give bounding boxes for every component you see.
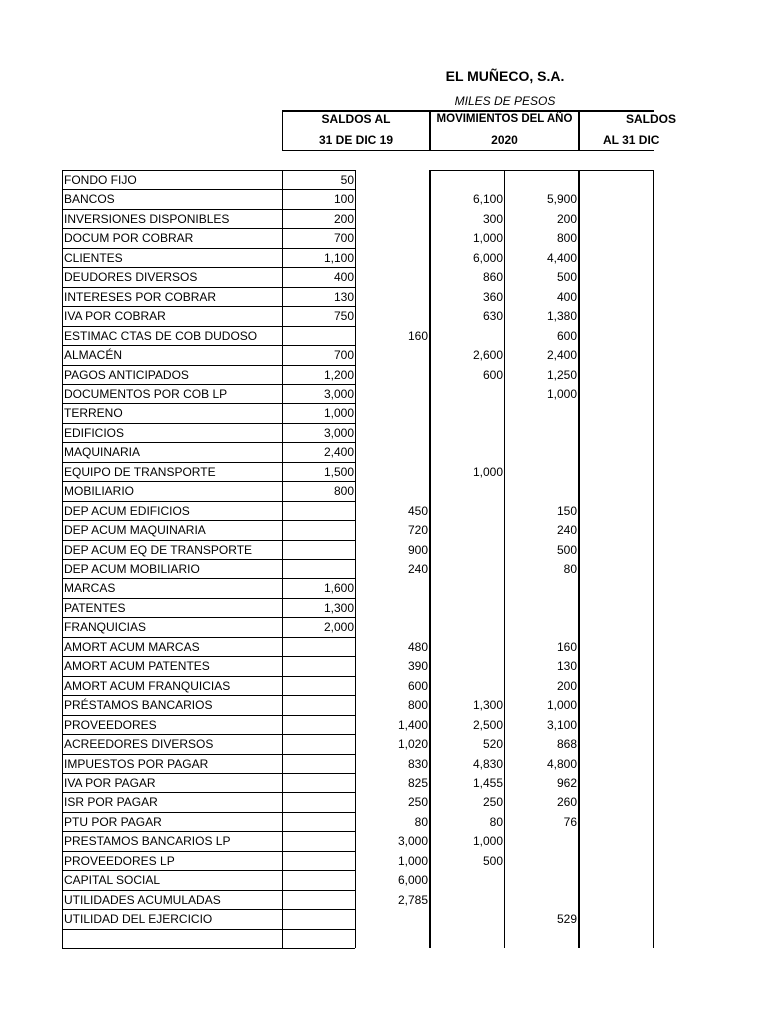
saldo-debe-cell [284, 695, 354, 714]
movimiento-abono-cell: 962 [556, 775, 577, 790]
saldo-haber-cell: 900 [407, 542, 428, 557]
movimiento-cargo-cell: 360 [482, 289, 503, 304]
saldo-debe-cell: 1,000 [323, 406, 354, 421]
saldo-debe-cell: 3,000 [323, 425, 354, 440]
account-name-cell: DEP ACUM EDIFICIOS [64, 503, 190, 518]
saldo-haber-cell [357, 365, 428, 384]
movimiento-abono-cell: 800 [556, 231, 577, 246]
movimiento-abono-cell [506, 851, 577, 870]
movimiento-abono-cell [506, 423, 577, 442]
movimiento-abono-cell: 130 [556, 659, 577, 674]
saldo-haber-cell [357, 209, 428, 228]
account-name-cell: PTU POR PAGAR [64, 814, 162, 829]
saldo-haber-cell: 2,785 [397, 892, 428, 907]
movimiento-cargo-cell: 1,300 [472, 698, 503, 713]
movimiento-abono-cell: 500 [556, 542, 577, 557]
movimiento-abono-cell: 4,400 [546, 250, 577, 265]
movimiento-abono-cell [506, 462, 577, 481]
movimiento-cargo-cell [431, 501, 503, 520]
movimiento-abono-cell: 2,400 [546, 348, 577, 363]
movimiento-cargo-cell [431, 384, 503, 403]
movimiento-cargo-cell: 860 [482, 270, 503, 285]
movimiento-cargo-cell: 2,600 [472, 348, 503, 363]
saldo-haber-cell: 1,020 [397, 737, 428, 752]
movimiento-abono-cell: 1,380 [546, 309, 577, 324]
movimiento-cargo-cell [431, 929, 503, 948]
header-bottom-border [282, 150, 654, 151]
movimiento-cargo-cell: 80 [489, 814, 503, 829]
account-name-cell: IVA POR COBRAR [64, 309, 166, 324]
movimiento-abono-cell: 868 [556, 737, 577, 752]
saldo-haber-cell: 160 [407, 328, 428, 343]
movimiento-cargo-cell [431, 403, 503, 422]
saldo-haber-cell [357, 598, 428, 617]
account-name-cell: UTILIDADES ACUMULADAS [64, 892, 221, 907]
account-name-cell: AMORT ACUM MARCAS [64, 639, 200, 654]
account-name-cell: FRANQUICIAS [64, 620, 147, 635]
movimiento-cargo-cell: 300 [482, 211, 503, 226]
movimiento-abono-cell: 1,250 [546, 367, 577, 382]
account-name-cell: EDIFICIOS [64, 425, 125, 440]
saldo-debe-cell [284, 656, 354, 675]
account-name-cell: PRESTAMOS BANCARIOS LP [64, 834, 231, 849]
movimiento-cargo-cell: 4,830 [472, 756, 503, 771]
account-name-cell: EQUIPO DE TRANSPORTE [64, 464, 216, 479]
saldo-debe-cell: 1,100 [323, 250, 354, 265]
account-name-cell: PRÉSTAMOS BANCARIOS [64, 698, 213, 713]
column-border [282, 170, 283, 948]
account-name-cell: ESTIMAC CTAS DE COB DUDOSO [64, 328, 258, 343]
account-name-cell: MOBILIARIO [64, 484, 135, 499]
movimiento-cargo-cell [431, 540, 503, 559]
saldo-debe-cell: 1,600 [323, 581, 354, 596]
movimiento-abono-cell: 240 [556, 523, 577, 538]
column-border [62, 170, 63, 948]
saldo-debe-cell: 700 [333, 231, 354, 246]
account-name-cell: INTERESES POR COBRAR [64, 289, 217, 304]
movimiento-abono-cell: 3,100 [546, 717, 577, 732]
movimiento-cargo-cell [431, 676, 503, 695]
saldo-debe-cell [284, 792, 354, 811]
movimiento-abono-cell: 600 [556, 328, 577, 343]
saldo-haber-cell: 6,000 [397, 873, 428, 888]
movimiento-cargo-cell [431, 442, 503, 461]
movimiento-abono-cell: 500 [556, 270, 577, 285]
movimiento-cargo-cell [431, 326, 503, 345]
saldo-debe-cell [284, 851, 354, 870]
movimiento-abono-cell [506, 598, 577, 617]
saldo-debe-cell: 50 [340, 173, 354, 187]
header-divider [429, 110, 431, 151]
saldo-debe-cell [284, 754, 354, 773]
movimiento-cargo-cell [431, 656, 503, 675]
saldo-haber-cell: 450 [407, 503, 428, 518]
movimiento-cargo-cell: 600 [482, 367, 503, 382]
account-name-cell: PATENTES [64, 600, 126, 615]
movimiento-cargo-cell [431, 637, 503, 656]
saldo-haber-cell: 390 [407, 659, 428, 674]
saldo-haber-cell [357, 345, 428, 364]
movimiento-abono-cell [506, 617, 577, 636]
saldo-haber-cell [357, 481, 428, 500]
saldo-debe-cell: 200 [333, 211, 354, 226]
header-movimientos-line2: 2020 [491, 133, 518, 147]
movimiento-abono-cell: 400 [556, 289, 577, 304]
saldo-haber-cell: 240 [407, 562, 428, 576]
movimiento-abono-cell [506, 890, 577, 909]
saldo-debe-cell: 2,000 [323, 620, 354, 635]
movimiento-cargo-cell [431, 890, 503, 909]
account-name-cell: MARCAS [64, 581, 116, 596]
saldo-haber-cell [357, 306, 428, 325]
saldo-debe-cell [284, 520, 354, 539]
account-name-cell: BANCOS [64, 192, 115, 207]
movimiento-abono-cell: 1,000 [546, 386, 577, 401]
account-name-cell: IMPUESTOS POR PAGAR [64, 756, 209, 771]
movimiento-abono-cell [506, 870, 577, 889]
saldo-haber-cell: 830 [407, 756, 428, 771]
movimiento-cargo-cell [431, 870, 503, 889]
saldo-debe-cell: 100 [333, 192, 354, 207]
saldo-haber-cell [357, 578, 428, 597]
movimiento-abono-cell [506, 578, 577, 597]
account-name-cell: DEUDORES DIVERSOS [64, 270, 198, 285]
saldo-haber-cell [357, 462, 428, 481]
account-name-cell: DEP ACUM MOBILIARIO [64, 562, 200, 576]
movimiento-cargo-cell [431, 598, 503, 617]
movimiento-abono-cell [506, 170, 577, 189]
header-movimientos-line1: MOVIMIENTOS DEL AÑO [436, 113, 573, 125]
column-border [653, 170, 654, 948]
saldo-debe-cell [284, 890, 354, 909]
account-name-cell: PAGOS ANTICIPADOS [64, 367, 189, 382]
movimiento-abono-cell: 80 [563, 562, 577, 576]
saldo-debe-cell [284, 501, 354, 520]
movimiento-abono-cell [506, 929, 577, 948]
saldo-haber-cell [357, 248, 428, 267]
account-name-cell: CAPITAL SOCIAL [64, 873, 161, 888]
account-name-cell: FONDO FIJO [64, 173, 137, 187]
account-name-cell: UTILIDAD DEL EJERCICIO [64, 912, 213, 927]
account-name-cell: IVA POR PAGAR [64, 775, 156, 790]
movimiento-cargo-cell: 6,000 [472, 250, 503, 265]
movimiento-abono-cell: 4,800 [546, 756, 577, 771]
saldo-haber-cell: 825 [407, 775, 428, 790]
account-name-cell: TERRENO [64, 406, 123, 421]
header-saldos-final-line1: SALDOS [626, 112, 677, 126]
movimiento-abono-cell: 260 [556, 795, 577, 810]
saldo-debe-cell [284, 909, 354, 928]
saldo-haber-cell [357, 267, 428, 286]
movimiento-cargo-cell [431, 909, 503, 928]
saldo-debe-cell [284, 326, 354, 345]
movimiento-abono-cell: 150 [556, 503, 577, 518]
saldo-debe-cell [284, 676, 354, 695]
movimiento-cargo-cell: 630 [482, 309, 503, 324]
saldo-haber-cell [357, 617, 428, 636]
saldo-haber-cell: 720 [407, 523, 428, 538]
saldo-haber-cell [357, 170, 428, 189]
account-name-cell [64, 929, 280, 948]
saldo-debe-cell [284, 831, 354, 850]
saldo-debe-cell [284, 870, 354, 889]
movimiento-abono-cell [506, 442, 577, 461]
movimiento-cargo-cell: 1,000 [472, 464, 503, 479]
column-border [578, 170, 580, 948]
header-divider [578, 110, 580, 151]
column-border [355, 170, 356, 948]
saldo-haber-cell [357, 929, 428, 948]
movimiento-cargo-cell: 6,100 [472, 192, 503, 207]
saldo-debe-cell [284, 559, 354, 578]
saldo-haber-cell [357, 909, 428, 928]
saldo-haber-cell: 80 [414, 814, 428, 829]
movimiento-cargo-cell: 2,500 [472, 717, 503, 732]
header-left-border [282, 110, 283, 151]
movimiento-cargo-cell: 1,000 [472, 231, 503, 246]
saldo-haber-cell: 3,000 [397, 834, 428, 849]
account-name-cell: ALMACÉN [64, 348, 123, 363]
header-saldos-line1: SALDOS AL [321, 112, 391, 126]
movimiento-cargo-cell: 500 [482, 853, 503, 868]
saldo-debe-cell: 1,200 [323, 367, 354, 382]
saldo-debe-cell: 2,400 [323, 445, 354, 460]
movimiento-abono-cell: 5,900 [546, 192, 577, 207]
movimiento-cargo-cell [431, 423, 503, 442]
account-name-cell: ACREEDORES DIVERSOS [64, 737, 214, 752]
movimiento-abono-cell [506, 481, 577, 500]
saldo-haber-cell [357, 228, 428, 247]
saldo-debe-cell: 1,500 [323, 464, 354, 479]
movimiento-cargo-cell [431, 617, 503, 636]
column-border [504, 170, 505, 948]
saldo-debe-cell [284, 715, 354, 734]
saldo-haber-cell [357, 384, 428, 403]
account-name-cell: DEP ACUM EQ DE TRANSPORTE [64, 542, 253, 557]
account-name-cell: PROVEEDORES [64, 717, 157, 732]
movimiento-abono-cell: 200 [556, 211, 577, 226]
movimiento-cargo-cell: 1,000 [472, 834, 503, 849]
movimiento-cargo-cell [431, 559, 503, 578]
account-name-cell: AMORT ACUM FRANQUICIAS [64, 678, 231, 693]
movimiento-abono-cell: 1,000 [546, 698, 577, 713]
saldo-haber-cell: 1,000 [397, 853, 428, 868]
saldo-haber-cell: 600 [407, 678, 428, 693]
account-name-cell: CLIENTES [64, 250, 123, 265]
saldo-haber-cell: 480 [407, 639, 428, 654]
account-name-cell: AMORT ACUM PATENTES [64, 659, 210, 674]
saldo-debe-cell: 700 [333, 348, 354, 363]
movimiento-abono-cell: 76 [563, 814, 577, 829]
movimiento-cargo-cell [431, 520, 503, 539]
account-name-cell: DOCUMENTOS POR COB LP [64, 386, 228, 401]
saldo-debe-cell: 400 [333, 270, 354, 285]
movimiento-abono-cell: 200 [556, 678, 577, 693]
movimiento-cargo-cell [431, 481, 503, 500]
account-name-cell: MAQUINARIA [64, 445, 141, 460]
movimiento-abono-cell: 529 [556, 912, 577, 927]
saldo-debe-cell [284, 773, 354, 792]
saldo-haber-cell: 1,400 [397, 717, 428, 732]
saldo-haber-cell [357, 442, 428, 461]
account-name-cell: DOCUM POR COBRAR [64, 231, 194, 246]
company-title: EL MUÑECO, S.A. [445, 68, 565, 84]
movimiento-cargo-cell [431, 170, 503, 189]
saldo-debe-cell [284, 812, 354, 831]
saldo-haber-cell [357, 189, 428, 208]
saldo-debe-cell: 130 [333, 289, 354, 304]
account-name-cell: ISR POR PAGAR [64, 795, 158, 810]
movimiento-cargo-cell: 1,455 [472, 775, 503, 790]
saldo-haber-cell: 250 [407, 795, 428, 810]
saldo-haber-cell [357, 423, 428, 442]
movimiento-cargo-cell [431, 578, 503, 597]
saldo-debe-cell: 750 [333, 309, 354, 324]
saldo-debe-cell [284, 637, 354, 656]
movimiento-abono-cell [506, 831, 577, 850]
saldo-debe-cell: 1,300 [323, 600, 354, 615]
account-name-cell: INVERSIONES DISPONIBLES [64, 211, 230, 226]
header-saldos-final-line2: AL 31 DIC [603, 133, 660, 147]
saldo-debe-cell [284, 929, 354, 948]
saldo-haber-cell [357, 403, 428, 422]
saldo-debe-cell [284, 734, 354, 753]
account-name-cell: DEP ACUM MAQUINARIA [64, 523, 206, 538]
movimiento-cargo-cell: 520 [482, 737, 503, 752]
saldo-haber-cell [357, 287, 428, 306]
row-border [62, 948, 355, 949]
movimiento-cargo-cell: 250 [482, 795, 503, 810]
saldo-debe-cell: 3,000 [323, 386, 354, 401]
movimiento-abono-cell: 160 [556, 639, 577, 654]
saldo-haber-cell: 800 [407, 698, 428, 713]
saldo-debe-cell [284, 540, 354, 559]
saldo-debe-cell: 800 [333, 484, 354, 499]
movimiento-abono-cell [506, 403, 577, 422]
account-name-cell: PROVEEDORES LP [64, 853, 175, 868]
units-subtitle: MILES DE PESOS [454, 94, 556, 108]
header-saldos-line2: 31 DE DIC 19 [318, 133, 394, 147]
